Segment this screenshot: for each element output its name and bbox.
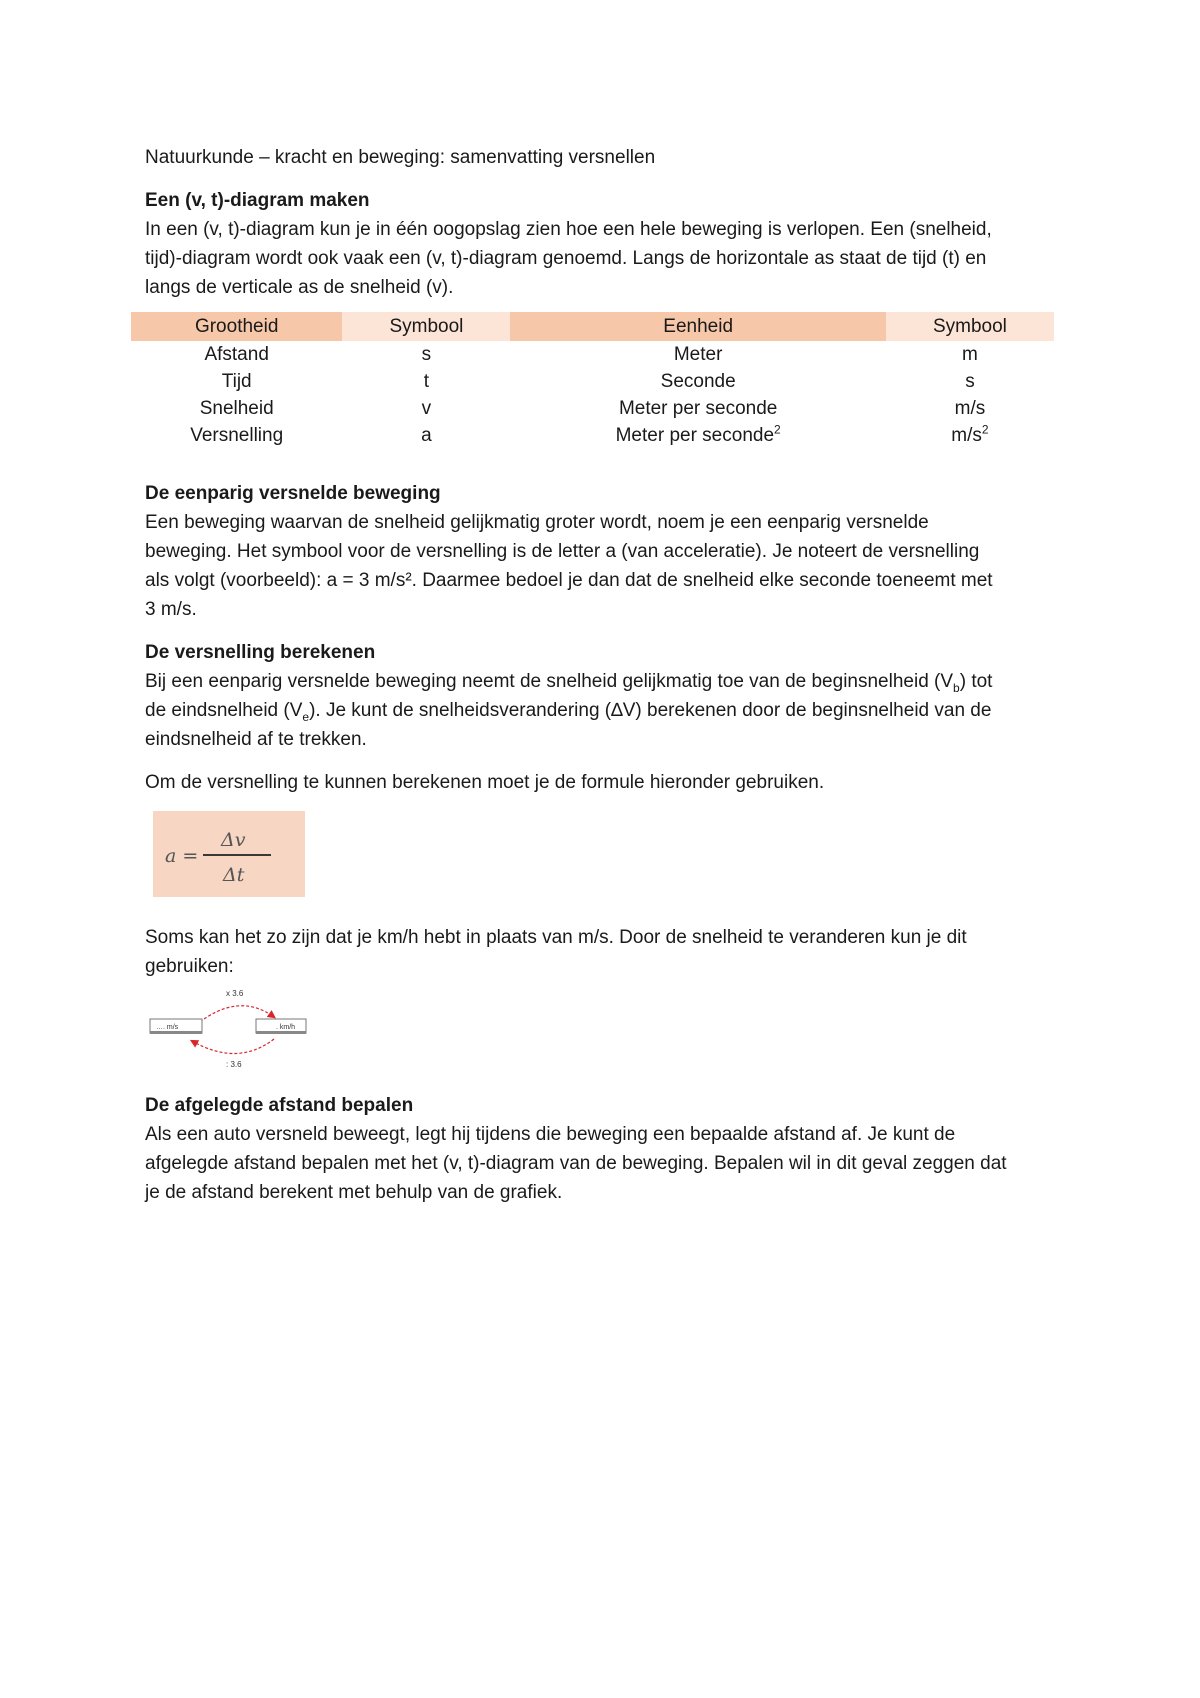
text-run: ). Je kunt de snelheidsverandering (∆V) berekenen door de beginsnelheid van de — [309, 700, 992, 721]
table-header-cell: Grootheid — [131, 312, 342, 341]
table-row — [131, 341, 1054, 368]
conversion-graphic — [148, 987, 318, 1073]
table-cell: Tijd — [221, 370, 252, 392]
paragraph-line — [145, 667, 1065, 696]
paragraph-line: langs de verticale as de snelheid (v). — [145, 277, 454, 298]
table-cell: Meter — [673, 343, 723, 365]
ms-box-shadow — [150, 1031, 202, 1034]
table-cell: Snelheid — [199, 397, 274, 419]
table-cell: Afstand — [204, 343, 269, 365]
divide-label: : 3.6 — [226, 1060, 242, 1069]
section-uniform-acceleration — [145, 479, 1065, 624]
kmh-box-label: . km/h — [276, 1024, 296, 1031]
paragraph-line: tijd)-diagram wordt ook vaak een (v, t)-diagram genoemd. Langs de horizontale as staat de tijd (t) en — [145, 248, 987, 269]
units-table — [131, 312, 1054, 449]
exponent: 2 — [774, 422, 781, 437]
paragraph-line: Als een auto versneld beweegt, legt hij tijdens die beweging een bepaalde afstand af. Je kunt de — [145, 1124, 956, 1145]
paragraph-line: gebruiken: — [145, 956, 234, 977]
table-cell: Seconde — [660, 370, 736, 392]
document-content — [145, 143, 1065, 1207]
formula-lhs: a = — [165, 845, 199, 867]
table-row — [131, 422, 1054, 449]
table-cell: v — [421, 397, 432, 419]
section-calc-acceleration — [145, 638, 1065, 897]
paragraph-line: Om de versnelling te kunnen berekenen moet je de formule hieronder gebruiken. — [145, 772, 825, 793]
table-cell: Meter per seconde — [618, 397, 778, 419]
table-header-cell: Symbool — [886, 312, 1054, 341]
table-cell: s — [965, 370, 975, 392]
subscript: e — [302, 709, 310, 724]
paragraph-line: eindsnelheid af te trekken. — [145, 729, 367, 750]
table-cell — [510, 422, 885, 449]
paragraph-line: afgelegde afstand bepalen met het (v, t)-diagram van de beweging. Bepalen wil in dit geval zeggen dat — [145, 1153, 1007, 1174]
text-run: ) tot — [959, 671, 993, 692]
arrow-to-ms — [192, 1039, 274, 1054]
section-heading: Een (v, t)-diagram maken — [145, 190, 370, 211]
section-heading: De afgelegde afstand bepalen — [145, 1095, 414, 1116]
formula-denominator: Δt — [223, 864, 245, 886]
table-cell — [886, 422, 1054, 449]
formula-numerator: Δv — [221, 829, 246, 851]
section-distance — [145, 1091, 1065, 1207]
cell-text: Meter per seconde — [615, 424, 775, 446]
paragraph-line: 3 m/s. — [145, 599, 197, 620]
table-header-cell: Eenheid — [510, 312, 885, 341]
multiply-label: x 3.6 — [226, 989, 244, 998]
cell-text: m/s — [951, 424, 982, 446]
formula-graphic — [153, 811, 305, 897]
table-row — [131, 368, 1054, 395]
paragraph-line: je de afstand berekent met behulp van de grafiek. — [145, 1182, 563, 1203]
kmh-box-shadow — [256, 1031, 306, 1034]
paragraph-line: In een (v, t)-diagram kun je in één oogopslag zien hoe een hele beweging is verlopen. Een (snelheid, — [145, 219, 992, 240]
formula-box — [153, 811, 305, 897]
table-row — [131, 395, 1054, 422]
paragraph-line: Een beweging waarvan de snelheid gelijkmatig groter wordt, noem je een eenparig versnelde — [145, 512, 929, 533]
table-header-row — [131, 312, 1054, 341]
table-cell: s — [421, 343, 432, 365]
section-heading: De versnelling berekenen — [145, 642, 376, 663]
paragraph-line: Soms kan het zo zijn dat je km/h hebt in plaats van m/s. Door de snelheid te veranderen kun je dit — [145, 927, 967, 948]
table-cell: a — [421, 424, 432, 446]
paragraph-line: beweging. Het symbool voor de versnelling is de letter a (van acceleratie). Je noteert de versnelling — [145, 541, 980, 562]
ms-box-label: …. m/s — [156, 1024, 179, 1031]
table-cell: Versnelling — [190, 424, 284, 446]
table-header-cell: Symbool — [342, 312, 510, 341]
table-cell: m/s — [954, 397, 986, 419]
exponent: 2 — [981, 422, 989, 437]
section-heading: De eenparig versnelde beweging — [145, 483, 441, 504]
paragraph-line: als volgt (voorbeeld): a = 3 m/s². Daarmee bedoel je dan dat de snelheid elke seconde toeneemt met — [145, 570, 993, 591]
section-vt-diagram — [145, 186, 1065, 302]
text-run: de eindsnelheid (V — [145, 700, 303, 721]
table-cell: t — [423, 370, 430, 392]
table-cell: m — [962, 343, 978, 365]
paragraph-line — [145, 696, 1065, 725]
text-run: Bij een eenparig versnelde beweging neemt de snelheid gelijkmatig toe van de beginsnelheid (V — [145, 671, 954, 692]
section-unit-conversion — [145, 923, 1065, 1073]
conversion-diagram — [148, 987, 318, 1073]
document-title: Natuurkunde – kracht en beweging: samenvatting versnellen — [145, 147, 656, 168]
subscript: b — [953, 680, 960, 695]
